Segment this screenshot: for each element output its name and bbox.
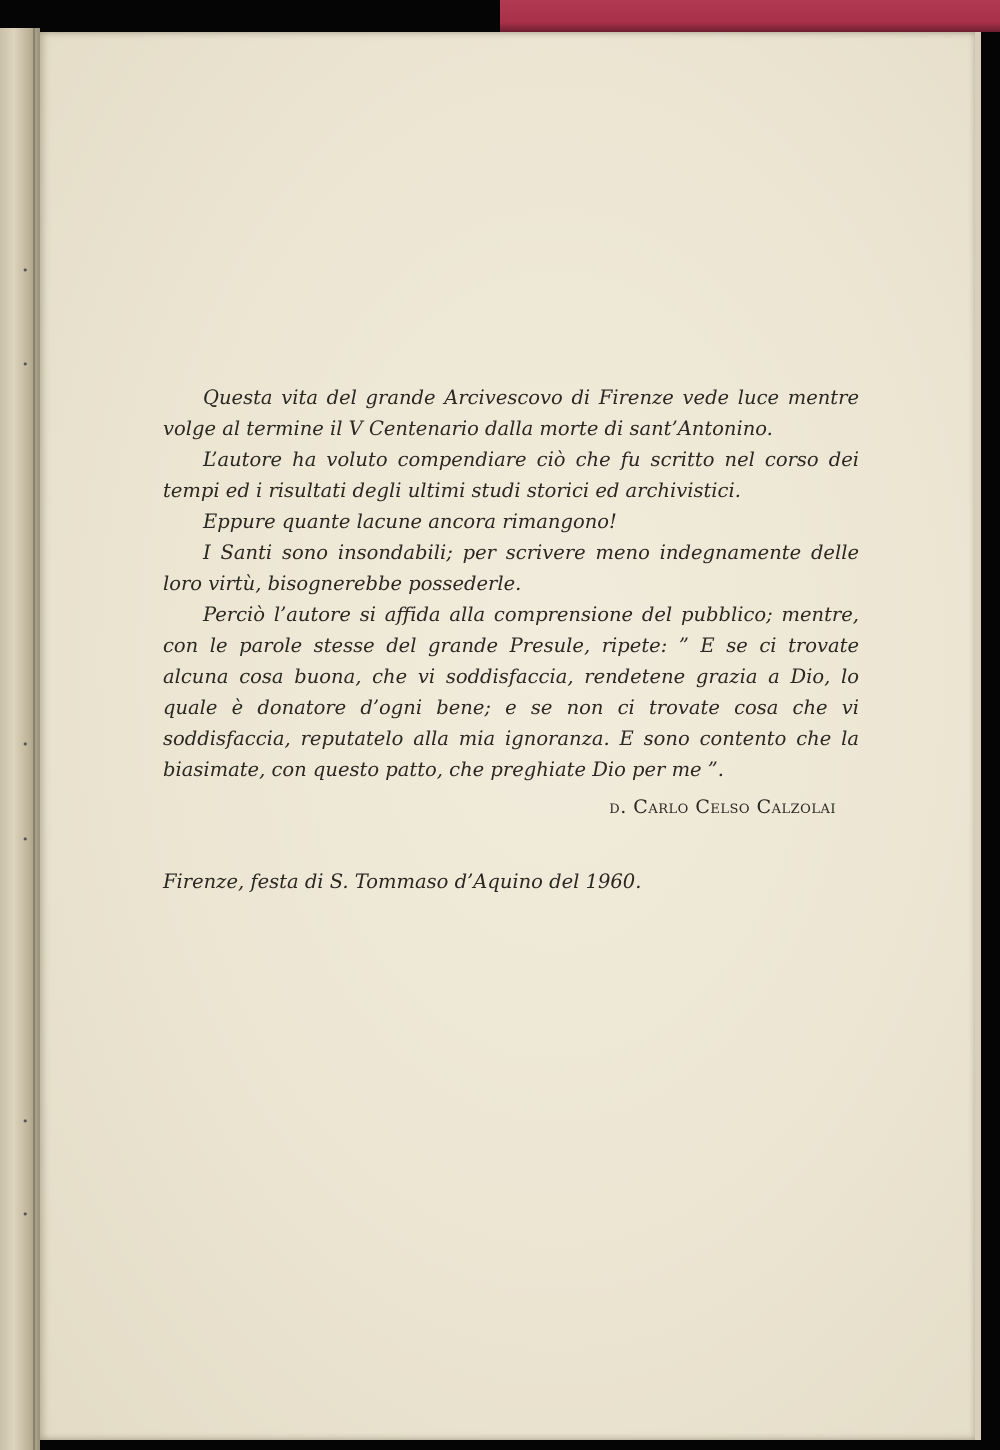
paragraph: Questa vita del grande Arcivescovo di Firenze vede luce mentre volge al termine il V Centenario dalla morte di sant’Antonino. — [163, 386, 859, 440]
stitch-mark: • — [22, 358, 29, 371]
dateline: Firenze, festa di S. Tommaso d’Aquino del 1960. — [163, 870, 642, 893]
spine-gutter-line — [33, 28, 35, 1450]
stitch-mark: • — [22, 833, 29, 846]
binding-ribbon — [500, 0, 1000, 32]
paragraph: Perciò l’autore si affida alla comprensione del pubblico; mentre, con le parole stesse del grande Presule, ripete: ” E se ci trovate alcuna cosa buona, che vi soddisfaccia, rendetene grazia a Dio, lo quale è donatore d’ogni bene; e se non ci trovate cosa che vi soddisfaccia, reputatelo alla mia ignoranza. E sono contento che la biasimate, con questo patto, che preghiate Dio per me ”. — [163, 603, 859, 781]
stitch-mark: • — [22, 1115, 29, 1128]
author-signature: d. Carlo Celso Calzolai — [609, 796, 836, 818]
paragraph: L’autore ha voluto compendiare ciò che fu scritto nel corso dei tempi ed i risultati degli ultimi studi storici ed archivistici. — [163, 448, 859, 502]
stitch-mark: • — [22, 1208, 29, 1221]
paragraph: Eppure quante lacune ancora rimangono! — [203, 510, 617, 533]
page-edge — [975, 32, 981, 1440]
paragraph: I Santi sono insondabili; per scrivere meno indegnamente delle loro virtù, bisognerebbe possederle. — [163, 541, 859, 595]
preface-body — [163, 382, 859, 785]
stitch-mark: • — [22, 264, 29, 277]
stitch-mark: • — [22, 738, 29, 751]
